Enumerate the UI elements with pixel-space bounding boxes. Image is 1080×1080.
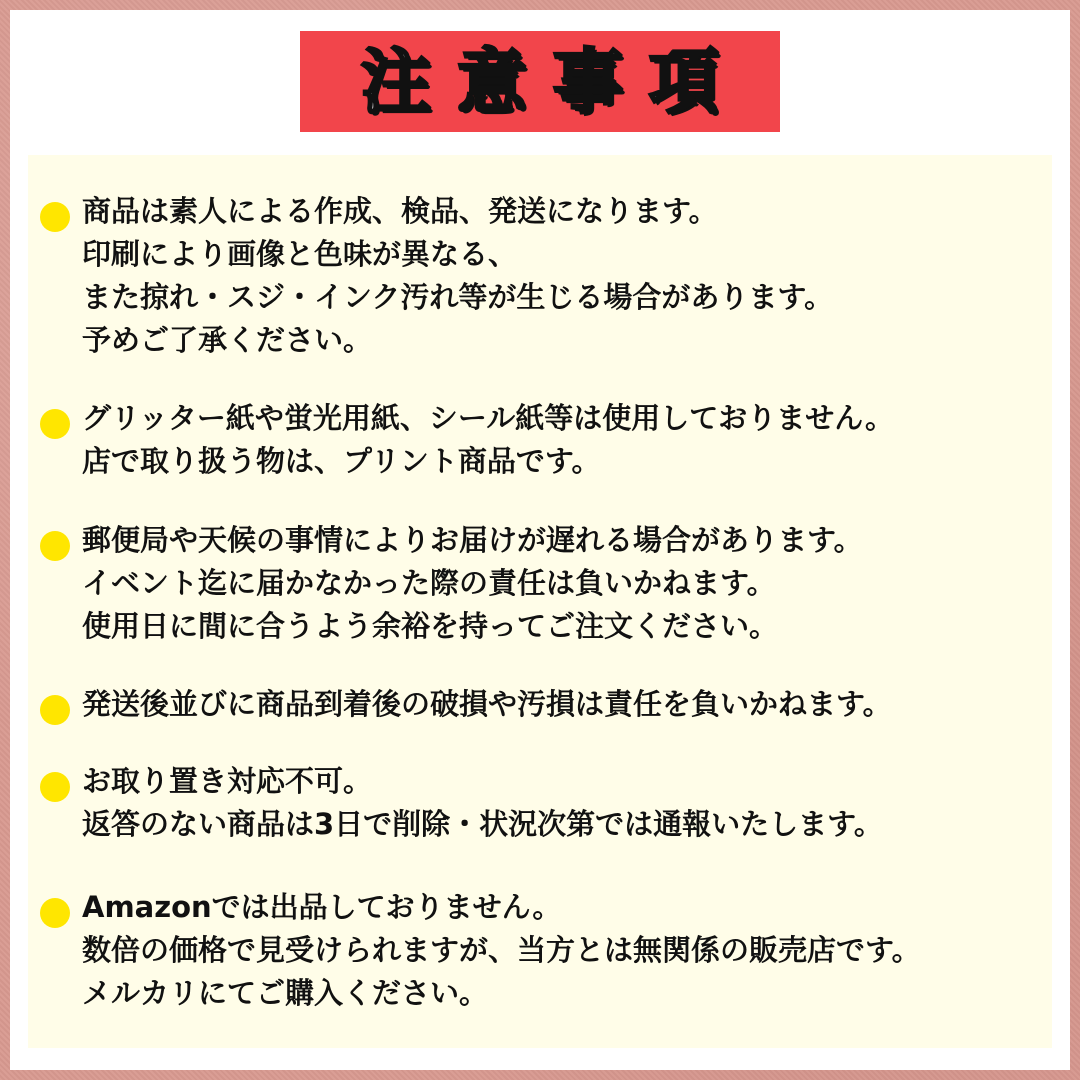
note-text — [82, 190, 833, 362]
yellow-dot-icon — [40, 695, 70, 725]
note-line: グリッター紙や蛍光用紙、シール紙等は使用しておりません。 — [82, 401, 895, 435]
note-line: イベント迄に届かなかった際の責任は負いかねます。 — [82, 566, 776, 600]
note-line: お取り置き対応不可。 — [82, 764, 373, 798]
page-title: 注意事項 — [361, 40, 745, 123]
notes-list — [40, 0, 1040, 1080]
note-text — [82, 760, 883, 846]
yellow-dot-icon — [40, 531, 70, 561]
note-line: 印刷により画像と色味が異なる、 — [82, 237, 518, 271]
yellow-dot-icon — [40, 409, 70, 439]
note-line: メルカリにてご購入ください。 — [82, 976, 489, 1010]
yellow-dot-icon — [40, 898, 70, 928]
note-line: 発送後並びに商品到着後の破損や汚損は責任を負いかねます。 — [82, 687, 892, 721]
note-text — [82, 519, 863, 648]
note-line: 数倍の価格で見受けられますが、当方とは無関係の販売店です。 — [82, 933, 921, 967]
yellow-dot-icon — [40, 772, 70, 802]
note-line: Amazonでは出品しておりません。 — [82, 890, 562, 924]
note-line: また掠れ・スジ・インク汚れ等が生じる場合があります。 — [82, 280, 834, 314]
note-line: 使用日に間に合うよう余裕を持ってご注文ください。 — [82, 609, 779, 643]
note-text — [82, 886, 921, 1015]
note-line: 郵便局や天候の事情によりお届けが遅れる場合があります。 — [82, 523, 863, 557]
note-line: 商品は素人による作成、検品、発送になります。 — [82, 194, 718, 228]
yellow-dot-icon — [40, 202, 70, 232]
note-text — [82, 397, 894, 483]
note-line: 返答のない商品は3日で削除・状況次第では通報いたします。 — [82, 807, 883, 841]
note-line: 予めご了承ください。 — [82, 323, 373, 357]
note-text — [82, 683, 892, 726]
note-line: 店で取り扱う物は、プリント商品です。 — [82, 444, 601, 478]
